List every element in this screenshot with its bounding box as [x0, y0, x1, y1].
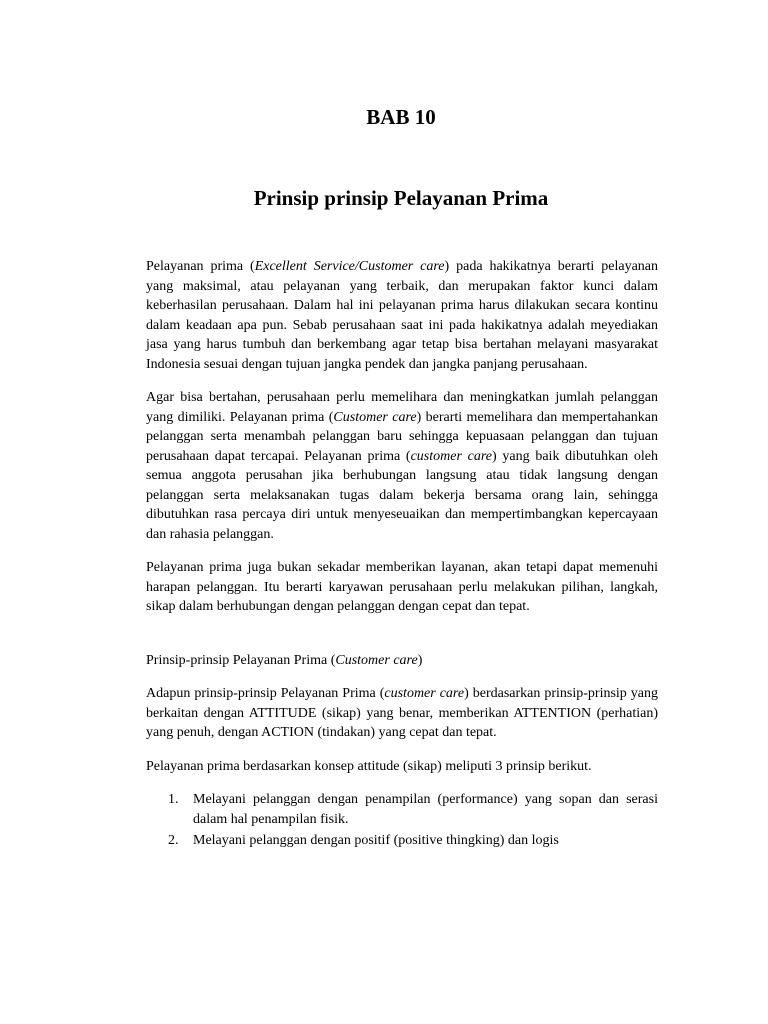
italic-term: customer care — [410, 448, 492, 464]
chapter-title: Prinsip prinsip Pelayanan Prima — [253, 186, 549, 210]
list-item-number: 2. — [168, 833, 179, 848]
body-text — [146, 257, 658, 853]
text-run: Pelayanan prima ( — [146, 259, 255, 274]
principles-list — [146, 790, 658, 851]
italic-term: Excellent Service/Customer care — [254, 259, 445, 274]
paragraph-4 — [146, 684, 658, 743]
list-item-text: Melayani pelanggan dengan positif (positive thingking) dan logis — [193, 833, 559, 848]
text-run: Prinsip-prinsip Pelayanan Prima ( — [146, 652, 336, 668]
italic-term: customer care — [384, 686, 465, 701]
italic-term: Customer care — [335, 652, 418, 668]
text-run: Adapun prinsip-prinsip Pelayanan Prima ( — [146, 686, 385, 701]
text-run: ) yang baik dibutuhkan oleh semua anggota perusahan jika berhubungan langsung atau tidak langsung dengan pelanggan serta melaksanakan tugas dalam bekerja bersama orang lain, sehingga dibutuhkan rasa percaya diri untuk menyeseuaikan dan mempertimbangkan kepercayaan dan rahasia pelanggan. — [146, 448, 658, 542]
text-run: ) berarti memelihara dan mempertahankan pelanggan serta menambah pelanggan baru sehingga kepuasaan pelanggan dan tujuan perusahaan dapat tercapai. Pelayanan prima ( — [146, 409, 659, 464]
paragraph-3: Pelayanan prima juga bukan sekadar memberikan layanan, akan tetapi dapat memenuhi harapan pelanggan. Itu berarti karyawan perusahaan perlu melakukan pilihan, langkah, sikap dalam berhubungan dengan pelanggan dengan cepat dan tepat. — [146, 560, 658, 614]
section-subheading — [146, 651, 658, 671]
list-item-number: 1. — [168, 792, 179, 807]
italic-term: Customer care — [333, 409, 417, 425]
chapter-number: BAB 10 — [366, 105, 436, 129]
list-item — [146, 790, 658, 829]
text-run: Agar bisa bertahan, perusahaan perlu memelihara dan meningkatkan jumlah pelanggan yang dimiliki. Pelayanan prima ( — [146, 390, 658, 425]
list-item — [146, 831, 658, 851]
paragraph-5: Pelayanan prima berdasarkan konsep attitude (sikap) meliputi 3 prinsip berikut. — [146, 758, 592, 774]
text-run: ) — [417, 652, 423, 668]
paragraph-2 — [146, 388, 658, 544]
paragraph-1 — [146, 257, 658, 374]
text-run: ) berdasarkan prinsip-prinsip yang berkaitan dengan ATTITUDE (sikap) yang benar, memberikan ATTENTION (perhatian) yang penuh, dengan ACTION (tindakan) yang cepat dan tepat. — [146, 686, 659, 740]
list-item-text: Melayani pelanggan dengan penampilan (performance) yang sopan dan serasi dalam hal penampilan fisik. — [193, 792, 658, 827]
text-run: ) pada hakikatnya berarti pelayanan yang maksimal, atau pelayanan yang terbaik, dan merupakan faktor kunci dalam keberhasilan perusahaan. Dalam hal ini pelayanan prima harus dilakukan secara kontinu dalam keadaan apa pun. Sebab perusahaan saat ini pada hakikatnya adalah meyediakan jasa yang harus tumbuh dan berkembang agar tetap bisa bertahan melayani masyarakat Indonesia sesuai dengan tujuan jangka pendek dan jangka panjang perusahaan. — [146, 259, 658, 372]
